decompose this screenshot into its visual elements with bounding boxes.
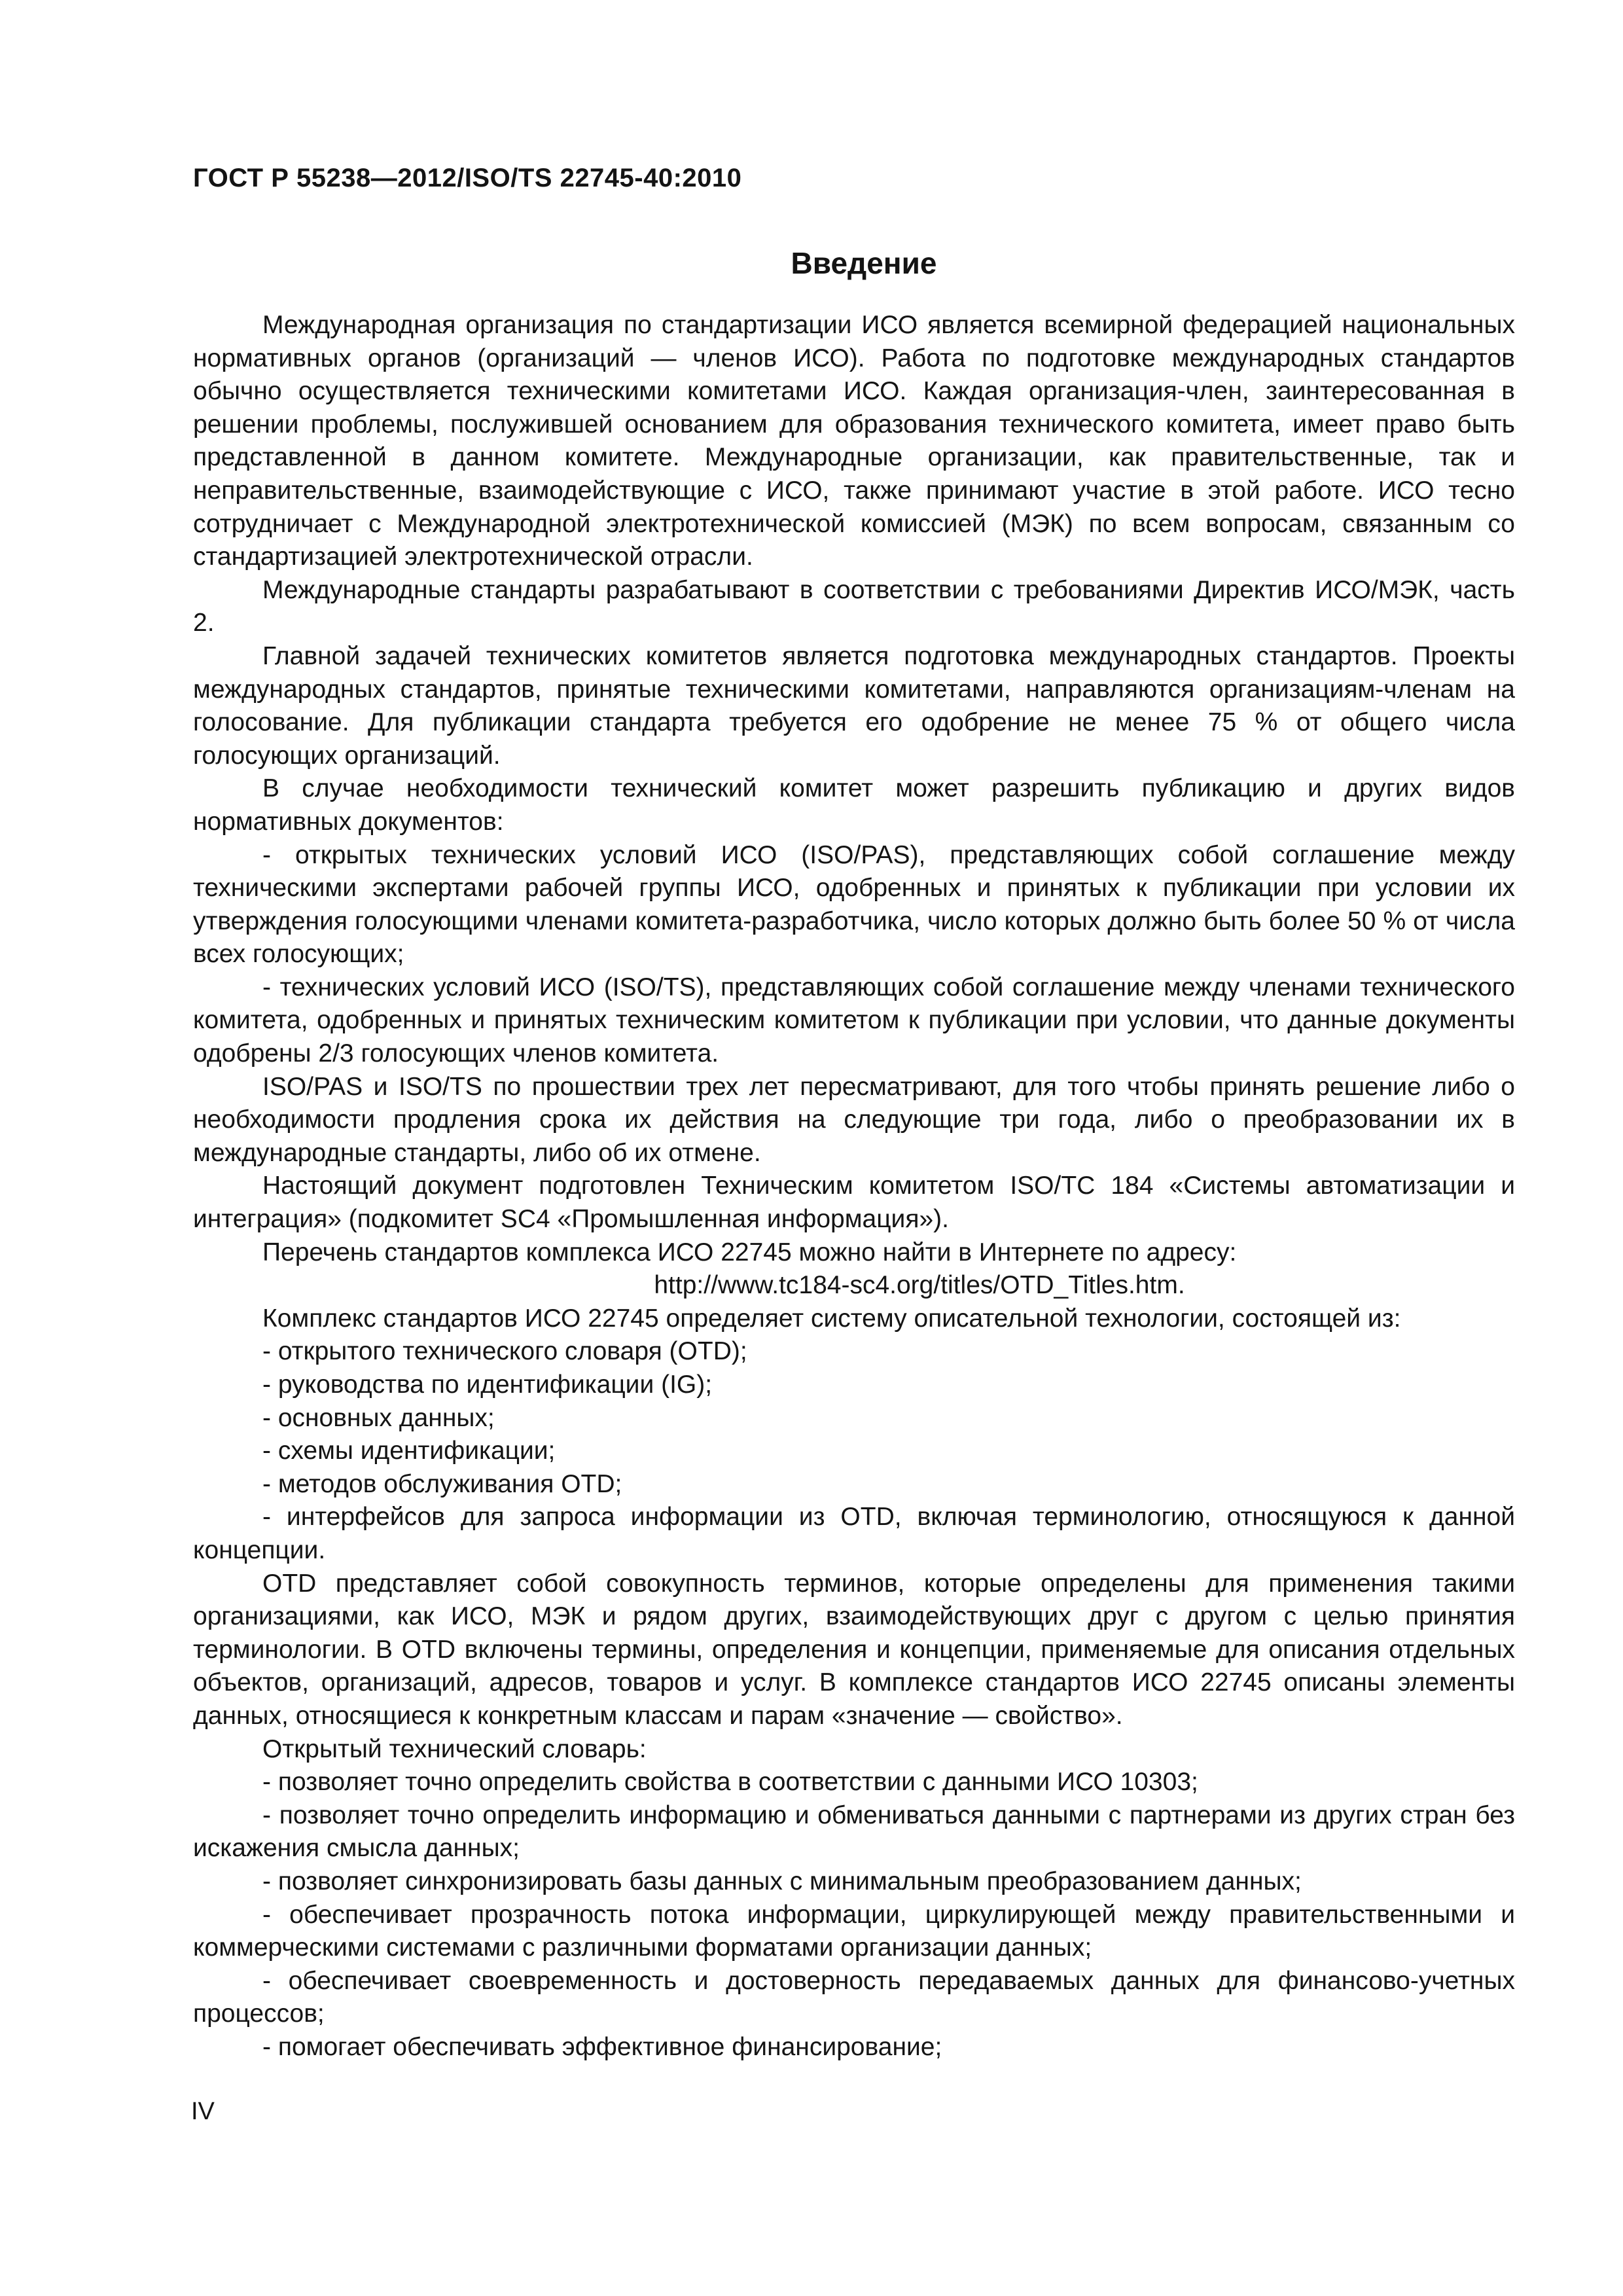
list-item: - позволяет синхронизировать базы данных с минимальным преобразованием данных; [262,1867,1302,1895]
list-item: - руководства по идентификации (IG); [262,1371,713,1399]
paragraph: Комплекс стандартов ИСО 22745 определяет систему описательной технологии, состоящей из: [262,1304,1401,1333]
url-link[interactable]: http://www.tc184-sc4.org/titles/OTD_Titles.htm. [654,1271,1185,1300]
section-title: Введение [791,246,937,280]
list-item: - основных данных; [262,1403,495,1432]
paragraph: Международная организация по стандартизации ИСО является всемирной федерацией национальных нормативных органов (организаций — членов ИСО). Работа по подготовке международных стандартов обычно осуществляется техническими комитетами ИСО. Каждая организация-член, заинтересованная в решении проблемы, послужившей основанием для образования технического комитета, имеет право быть представленной в данном комитете. Международные организации, как правительственные, так и неправительственные, взаимодействующие с ИСО, также принимают участие в этой работе. ИСО тесно сотрудничает с Международной электротехнической комиссией (МЭК) по всем вопросам, связанным со стандартизацией электротехнической отрасли. [193,311,1515,571]
paragraph: OTD представляет собой совокупность терминов, которые определены для применения такими организациями, как ИСО, МЭК и рядом других, взаимодействующих друг с другом с целью принятия терминологии. В OTD включены термины, определения и концепции, применяемые для описания отдельных объектов, организаций, адресов, товаров и услуг. В комплексе стандартов ИСО 22745 описаны элементы данных, относящиеся к конкретным классам и парам «значение — свойство». [193,1569,1515,1730]
paragraph: В случае необходимости технический комитет может разрешить публикацию и других видов нормативных документов: [193,774,1515,836]
paragraph: Перечень стандартов комплекса ИСО 22745 можно найти в Интернете по адресу: [262,1238,1237,1266]
paragraph: Главной задачей технических комитетов является подготовка международных стандартов. Проекты международных стандартов, принятые техническими комитетами, направляются организациям-членам на голосование. Для публикации стандарта требуется его одобрение не менее 75 % от общего числа голосующих организаций. [193,641,1515,770]
list-item: - обеспечивает своевременность и достоверность передаваемых данных для финансово-учетных процессов; [193,1966,1515,2028]
list-item: - помогает обеспечивать эффективное финансирование; [262,2032,942,2061]
list-item: - схемы идентификации; [262,1437,556,1465]
list-item: - открытых технических условий ИСО (ISO/PAS), представляющих собой соглашение между техническими экспертами рабочей группы ИСО, одобренных и принятых к публикации при условии их утверждения голосующими членами комитета-разработчика, число которых должно быть более 50 % от числа всех голосующих; [193,840,1515,969]
paragraph: Открытый технический словарь: [262,1734,647,1763]
list-item: - позволяет точно определить информацию и обмениваться данными с партнерами из других стран без искажения смысла данных; [193,1801,1515,1863]
paragraph: Международные стандарты разрабатывают в соответствии с требованиями Директив ИСО/МЭК, часть 2. [193,575,1515,637]
list-item: - интерфейсов для запроса информации из OTD, включая терминологию, относящуюся к данной концепции. [193,1503,1515,1564]
paragraph: ISO/PAS и ISO/TS по прошествии трех лет пересматривают, для того чтобы принять решение либо о необходимости продления срока их действия на следующие три года, либо о преобразовании их в международные стандарты, либо об их отмене. [193,1072,1515,1167]
list-item: - обеспечивает прозрачность потока информации, циркулирующей между правительственными и коммерческими системами с различными форматами организации данных; [193,1900,1515,1962]
list-item: - открытого технического словаря (OTD); [262,1337,747,1366]
document-body [193,309,1515,2064]
page-number: IV [191,2098,215,2125]
list-item: - технических условий ИСО (ISO/TS), представляющих собой соглашение между членами технического комитета, одобренных и принятых техническим комитетом к публикации при условии, что данные документы одобрены 2/3 голосующих членов комитета. [193,973,1515,1068]
list-item: - методов обслуживания OTD; [262,1469,622,1498]
standard-number-header: ГОСТ Р 55238—2012/ISO/TS 22745-40:2010 [193,164,742,192]
list-item: - позволяет точно определить свойства в соответствии с данными ИСО 10303; [262,1768,1198,1797]
paragraph: Настоящий документ подготовлен Техническим комитетом ISO/TC 184 «Системы автоматизации и интеграция» (подкомитет SC4 «Промышленная информация»). [193,1172,1515,1234]
